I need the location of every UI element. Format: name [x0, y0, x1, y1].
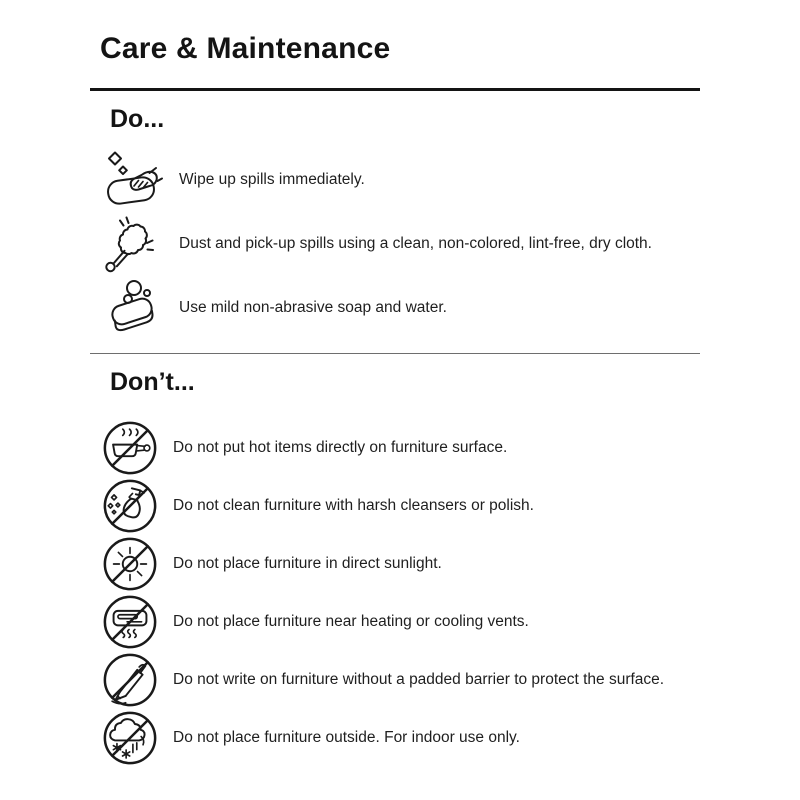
no-harsh-cleansers-icon — [101, 477, 159, 535]
wipe-hand-icon — [100, 148, 164, 212]
no-heating-vents-icon — [101, 593, 159, 651]
section-divider — [90, 353, 700, 354]
icon-box — [100, 477, 160, 535]
no-writing-icon — [101, 651, 159, 709]
no-direct-sunlight-icon — [101, 535, 159, 593]
icon-box — [100, 593, 160, 651]
item-label: Do not place furniture outside. For indoor use only. — [173, 728, 520, 746]
item-label: Dust and pick-up spills using a clean, non-colored, lint-free, dry cloth. — [179, 234, 652, 252]
sponge-soap-icon — [100, 276, 164, 340]
icon-box — [98, 212, 166, 276]
list-item — [90, 148, 700, 212]
list-item — [90, 593, 700, 651]
dont-list — [90, 419, 700, 767]
no-outdoor-use-icon — [101, 709, 159, 767]
title-divider — [90, 88, 700, 91]
item-label: Do not write on furniture without a padded barrier to protect the surface. — [173, 670, 665, 688]
page-title: Care & Maintenance — [100, 32, 391, 65]
icon-box — [100, 535, 160, 593]
item-label: Do not place furniture near heating or cooling vents. — [173, 612, 529, 630]
icon-box — [100, 651, 160, 709]
icon-box — [98, 148, 166, 212]
icon-box — [100, 419, 160, 477]
item-label: Use mild non-abrasive soap and water. — [179, 298, 447, 316]
section-dont-heading: Don’t... — [110, 368, 195, 396]
section-do-heading: Do... — [110, 105, 165, 133]
item-label: Do not place furniture in direct sunlight. — [173, 554, 442, 572]
item-label: Do not clean furniture with harsh cleansers or polish. — [173, 496, 534, 514]
care-sheet — [90, 0, 700, 767]
list-item — [90, 651, 700, 709]
list-item — [90, 419, 700, 477]
feather-duster-icon — [100, 212, 164, 276]
do-list — [90, 148, 700, 340]
icon-box — [100, 709, 160, 767]
list-item — [90, 212, 700, 276]
section-do — [90, 107, 700, 340]
item-label: Do not put hot items directly on furniture surface. — [173, 438, 508, 456]
list-item — [90, 709, 700, 767]
list-item — [90, 477, 700, 535]
list-item — [90, 276, 700, 340]
item-label: Wipe up spills immediately. — [179, 170, 365, 188]
section-dont — [90, 370, 700, 767]
list-item — [90, 535, 700, 593]
icon-box — [98, 276, 166, 340]
no-hot-items-icon — [101, 419, 159, 477]
